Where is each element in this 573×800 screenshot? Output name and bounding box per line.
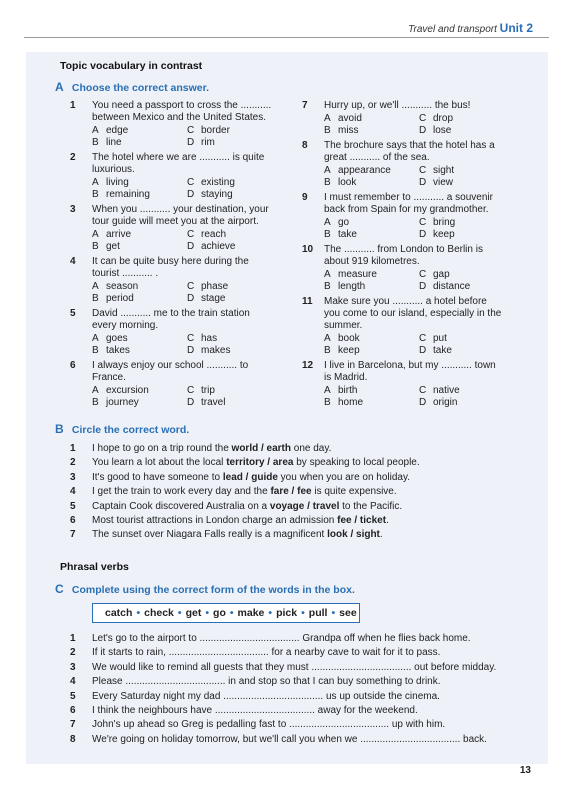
question-item: [302, 192, 514, 241]
answer-option-b[interactable]: [324, 345, 419, 357]
option-text: rim: [201, 137, 215, 148]
option-text: book: [338, 333, 360, 344]
option-letter: A: [92, 281, 99, 292]
option-letter: D: [419, 281, 427, 292]
answer-option-b[interactable]: [324, 177, 419, 189]
list-item: [70, 718, 496, 732]
sentence-start: Most tourist attractions in London charge an admission: [92, 515, 338, 527]
question-stem: The hotel where we are ........... is quite luxurious.: [92, 152, 265, 175]
list-item: [70, 471, 420, 485]
answer-option-b[interactable]: [92, 189, 187, 201]
option-text: measure: [338, 269, 377, 280]
question-item: [302, 140, 514, 189]
question-number: 8: [302, 140, 308, 151]
answer-options: [324, 269, 514, 293]
answer-option-c[interactable]: [187, 385, 282, 397]
answer-option-b[interactable]: [92, 293, 187, 305]
option-text: birth: [338, 385, 358, 396]
answer-option-b[interactable]: [324, 229, 419, 241]
option-letter: C: [187, 229, 195, 240]
list-item: [70, 661, 496, 675]
answer-option-a[interactable]: [92, 385, 187, 397]
option-letter: D: [187, 397, 195, 408]
option-text: gap: [433, 269, 450, 280]
answer-option-a[interactable]: [92, 125, 187, 137]
question-number: 5: [70, 308, 76, 319]
item-number: 7: [70, 719, 76, 731]
item-number: 4: [70, 676, 76, 688]
list-item: [70, 456, 420, 470]
section-b-letter: B: [55, 422, 64, 436]
separator-dot: •: [268, 607, 273, 619]
section-c-letter: C: [55, 582, 64, 596]
box-word: make: [237, 607, 265, 619]
unit-label: Unit 2: [499, 21, 533, 35]
option-text: staying: [201, 189, 233, 200]
answer-option-a[interactable]: [92, 177, 187, 189]
item-sentence[interactable]: We would like to remind all guests that they must .................................... out before midday.: [92, 661, 497, 673]
separator-dot: •: [229, 607, 234, 619]
option-letter: A: [92, 333, 99, 344]
option-letter: C: [419, 269, 427, 280]
answer-options: [92, 385, 282, 409]
sentence-end: to the Pacific.: [339, 500, 403, 512]
box-word: see: [339, 607, 357, 619]
separator-dot: •: [205, 607, 210, 619]
option-text: stage: [201, 293, 226, 304]
box-word: catch: [105, 607, 133, 619]
option-letter: B: [92, 189, 99, 200]
topic-title: Topic vocabulary in contrast: [60, 60, 203, 72]
question-item: [302, 244, 514, 293]
list-item: [70, 675, 496, 689]
item-sentence[interactable]: Every Saturday night my dad .................................... us up outside the cinema.: [92, 690, 440, 702]
answer-options: [92, 333, 282, 357]
answer-option-a[interactable]: [92, 229, 187, 241]
item-sentence[interactable]: Let's go to the airport to .................................... Grandpa off when he flies back home.: [92, 633, 471, 644]
option-text: achieve: [201, 241, 236, 252]
option-text: bring: [433, 217, 456, 228]
answer-option-d[interactable]: [419, 125, 514, 137]
option-text: miss: [338, 125, 359, 136]
answer-option-a[interactable]: [92, 281, 187, 293]
list-item: [70, 485, 420, 499]
sentence-end: is quite expensive.: [311, 486, 397, 498]
question-stem: Hurry up, or we'll ........... the bus!: [324, 100, 471, 111]
question-item: [70, 256, 282, 305]
item-number: 4: [70, 486, 76, 498]
option-text: put: [433, 333, 447, 344]
option-text: season: [106, 281, 139, 292]
answer-option-a[interactable]: [324, 217, 419, 229]
item-sentence: [92, 501, 402, 512]
option-letter: B: [92, 293, 99, 304]
option-text: makes: [201, 345, 231, 356]
separator-dot: •: [301, 607, 305, 619]
answer-options: [324, 385, 514, 409]
option-letter: C: [187, 281, 195, 292]
answer-options: [324, 113, 514, 137]
section-a-letter: A: [55, 80, 64, 94]
answer-option-d[interactable]: [419, 397, 514, 409]
option-letter: A: [324, 385, 331, 396]
answer-options: [324, 165, 514, 189]
answer-option-b[interactable]: [324, 125, 419, 137]
sentence-start: It's good to have someone to: [92, 471, 223, 483]
answer-option-a[interactable]: [324, 113, 419, 125]
question-number: 9: [302, 192, 308, 203]
option-letter: A: [92, 385, 99, 396]
section-c-instruction: Complete using the correct form of the words in the box.: [71, 584, 355, 596]
question-number: 1: [70, 100, 76, 111]
answer-option-c[interactable]: [419, 333, 514, 345]
option-letter: A: [92, 177, 99, 188]
question-item: [70, 204, 282, 253]
box-word: check: [144, 607, 174, 619]
option-letter: A: [92, 125, 99, 136]
question-number: 4: [70, 256, 76, 267]
box-word: pull: [308, 607, 328, 619]
sentence-end: by speaking to local people.: [293, 457, 420, 469]
option-text: avoid: [338, 113, 362, 124]
option-letter: B: [324, 229, 331, 240]
option-text: travel: [201, 397, 226, 408]
item-sentence: [92, 457, 420, 468]
answer-option-b[interactable]: [92, 397, 187, 409]
answer-option-c[interactable]: [419, 217, 514, 229]
option-letter: C: [187, 333, 195, 344]
word-choice[interactable]: fare / fee: [270, 486, 312, 498]
separator-dot: •: [136, 607, 141, 619]
item-sentence[interactable]: I think the neighbours have .................................... away for the weekend.: [92, 705, 418, 717]
answer-option-d[interactable]: [187, 137, 282, 149]
option-text: length: [338, 281, 366, 292]
option-text: home: [338, 397, 364, 408]
option-letter: C: [419, 113, 427, 124]
word-choice[interactable]: world / earth: [231, 443, 291, 454]
item-sentence[interactable]: We're going on holiday tomorrow, but we'll call you when we .................................... back.: [92, 733, 487, 745]
sentence-start: You learn a lot about the local: [92, 457, 227, 469]
box-word: pick: [276, 607, 298, 619]
sentence-start: Captain Cook discovered Australia on a: [92, 500, 270, 512]
option-letter: B: [324, 397, 331, 408]
box-word: go: [213, 607, 226, 619]
item-number: 6: [70, 515, 76, 527]
answer-option-a[interactable]: [324, 165, 419, 177]
item-sentence[interactable]: Please .................................... in and stop so that I can buy something to drink.: [92, 676, 441, 688]
option-text: phase: [201, 281, 229, 292]
option-letter: C: [187, 125, 195, 136]
section-a-heading: [55, 80, 209, 94]
option-text: native: [433, 385, 460, 396]
question-item: [302, 100, 514, 137]
question-stem: You need a passport to cross the ........... between Mexico and the United States.: [92, 100, 272, 123]
answer-options: [92, 125, 282, 149]
option-letter: B: [324, 177, 331, 188]
sentence-end: .: [386, 515, 389, 527]
answer-option-d[interactable]: [419, 177, 514, 189]
option-text: period: [106, 293, 134, 304]
answer-option-b[interactable]: [324, 397, 419, 409]
option-text: go: [338, 217, 350, 228]
section-a-instruction: Choose the correct answer.: [71, 82, 210, 94]
answer-option-c[interactable]: [187, 229, 282, 241]
page-number: 13: [519, 765, 531, 776]
option-letter: B: [92, 137, 99, 148]
question-stem: I live in Barcelona, but my ........... town is Madrid.: [324, 360, 496, 383]
answer-options: [92, 177, 282, 201]
word-choice[interactable]: look / sight: [327, 529, 380, 541]
option-letter: A: [324, 269, 331, 280]
question-stem: When you ........... your destination, your tour guide will meet you at the airport.: [92, 204, 269, 227]
section-b-instruction: Circle the correct word.: [71, 424, 190, 436]
sentence-end: .: [379, 529, 383, 541]
answer-options: [324, 217, 514, 241]
option-text: drop: [433, 113, 454, 124]
answer-option-d[interactable]: [187, 345, 282, 357]
question-number: 6: [70, 360, 76, 371]
option-letter: B: [92, 397, 99, 408]
item-number: 2: [70, 457, 76, 469]
option-letter: A: [324, 217, 331, 228]
option-text: lose: [433, 125, 452, 136]
question-stem: I must remember to ........... a souvenir back from Spain for my grandmother.: [324, 192, 493, 215]
question-item: [302, 296, 514, 357]
answer-option-d[interactable]: [187, 241, 282, 253]
answer-option-d[interactable]: [419, 229, 514, 241]
option-text: edge: [106, 125, 129, 136]
answer-option-b[interactable]: [324, 281, 419, 293]
option-letter: D: [187, 293, 195, 304]
item-sentence: [92, 529, 383, 540]
item-number: 3: [70, 661, 76, 673]
question-number: 2: [70, 152, 76, 163]
separator-dot: •: [331, 607, 336, 619]
option-letter: C: [419, 165, 427, 176]
option-text: view: [433, 177, 454, 188]
header-rule: [24, 37, 549, 38]
list-item: [70, 733, 496, 747]
answer-option-c[interactable]: [187, 125, 282, 137]
option-letter: D: [419, 229, 427, 240]
option-text: origin: [433, 397, 458, 408]
question-number: 7: [302, 100, 308, 111]
list-item: [70, 704, 496, 718]
option-letter: D: [419, 125, 427, 136]
answer-option-d[interactable]: [187, 293, 282, 305]
item-number: 3: [70, 471, 76, 483]
answer-option-d[interactable]: [187, 397, 282, 409]
option-text: border: [201, 125, 230, 136]
option-letter: B: [92, 345, 99, 356]
item-number: 1: [70, 443, 76, 454]
option-text: existing: [201, 177, 235, 188]
answer-option-c[interactable]: [419, 165, 514, 177]
option-text: line: [106, 137, 122, 148]
option-letter: D: [419, 177, 427, 188]
word-choice[interactable]: fee / ticket: [337, 515, 387, 527]
answer-option-a[interactable]: [92, 333, 187, 345]
question-item: [70, 360, 282, 409]
item-sentence: [92, 486, 397, 497]
item-number: 8: [70, 733, 76, 745]
answer-options: [92, 281, 282, 305]
option-letter: D: [187, 241, 195, 252]
question-stem: I always enjoy our school ........... to France.: [92, 360, 249, 383]
option-text: appearance: [338, 165, 391, 176]
option-letter: B: [324, 281, 331, 292]
item-number: 5: [70, 500, 76, 512]
item-sentence[interactable]: If it starts to rain, .................................... for a nearby cave to wait for it to pass.: [92, 647, 441, 659]
sentence-start: The sunset over Niagara Falls really is a magnificent: [92, 529, 328, 541]
item-number: 6: [70, 705, 76, 717]
section-c-heading: [55, 582, 355, 596]
answer-option-d[interactable]: [419, 281, 514, 293]
option-letter: A: [324, 113, 331, 124]
option-text: look: [338, 177, 357, 188]
answer-option-d[interactable]: [419, 345, 514, 357]
sentence-end: you when you are on holiday.: [277, 471, 411, 483]
answer-option-c[interactable]: [187, 177, 282, 189]
answer-option-c[interactable]: [187, 333, 282, 345]
sentence-start: I hope to go on a trip round the: [92, 443, 232, 454]
option-letter: D: [187, 345, 195, 356]
page-header: [0, 0, 573, 40]
answer-option-c[interactable]: [419, 113, 514, 125]
answer-option-c[interactable]: [187, 281, 282, 293]
item-sentence: [92, 472, 410, 483]
question-number: 12: [302, 360, 314, 371]
word-choice[interactable]: voyage / travel: [269, 500, 340, 512]
option-text: remaining: [106, 189, 150, 200]
answer-option-a[interactable]: [324, 385, 419, 397]
running-title: [408, 21, 533, 35]
item-sentence[interactable]: John's up ahead so Greg is pedalling fast to .................................... up with him.: [92, 719, 446, 731]
question-item: [70, 100, 282, 149]
option-text: sight: [433, 165, 455, 176]
item-sentence: [92, 515, 389, 526]
item-number: 2: [70, 647, 76, 659]
separator-dot: •: [177, 607, 182, 619]
section-c-list: [70, 632, 496, 747]
option-text: keep: [338, 345, 360, 356]
option-letter: B: [324, 125, 331, 136]
box-word: get: [185, 607, 202, 619]
question-stem: It can be quite busy here during the tourist ........... .: [92, 256, 249, 279]
question-stem: The brochure says that the hotel has a great ........... of the sea.: [324, 140, 495, 163]
option-text: excursion: [106, 385, 149, 396]
option-letter: C: [419, 333, 427, 344]
option-text: goes: [106, 333, 128, 344]
question-item: [302, 360, 514, 409]
option-letter: D: [419, 345, 427, 356]
question-number: 11: [302, 296, 313, 307]
sentence-end: one day.: [291, 443, 332, 454]
answer-option-b[interactable]: [92, 345, 187, 357]
answer-option-b[interactable]: [92, 241, 187, 253]
phrasal-title: Phrasal verbs: [60, 561, 129, 573]
option-letter: C: [187, 385, 195, 396]
option-letter: D: [419, 397, 427, 408]
answer-option-c[interactable]: [419, 269, 514, 281]
list-item: [70, 528, 420, 542]
option-text: arrive: [106, 229, 132, 240]
option-letter: C: [187, 177, 195, 188]
running-title-prefix: Travel and transport: [408, 24, 497, 35]
item-number: 5: [70, 690, 76, 702]
list-item: [70, 646, 496, 660]
item-number: 1: [70, 633, 76, 644]
option-letter: C: [419, 385, 427, 396]
option-letter: D: [187, 137, 195, 148]
answer-options: [92, 229, 282, 253]
section-b-heading: [55, 422, 189, 436]
item-sentence: [92, 443, 331, 454]
question-item: [70, 152, 282, 201]
option-letter: B: [324, 345, 331, 356]
option-text: reach: [201, 229, 227, 240]
question-stem: David ........... me to the train station every morning.: [92, 308, 250, 331]
question-stem: Make sure you ........... a hotel before you come to our island, especially in the summer.: [324, 296, 502, 331]
answer-option-b[interactable]: [92, 137, 187, 149]
sentence-start: I get the train to work every day and the: [92, 486, 271, 498]
option-text: get: [106, 241, 120, 252]
word-choice[interactable]: lead / guide: [222, 471, 278, 483]
option-letter: B: [92, 241, 99, 252]
option-text: living: [106, 177, 129, 188]
question-number: 10: [302, 244, 314, 255]
answer-option-a[interactable]: [324, 269, 419, 281]
item-number: 7: [70, 529, 76, 541]
question-number: 3: [70, 204, 76, 215]
list-item: [70, 690, 496, 704]
option-text: journey: [106, 397, 139, 408]
option-text: take: [433, 345, 452, 356]
list-item: [70, 500, 420, 514]
option-text: trip: [201, 385, 215, 396]
word-box: [92, 603, 360, 623]
answer-option-d[interactable]: [187, 189, 282, 201]
question-stem: The ........... from London to Berlin is about 919 kilometres.: [324, 244, 483, 267]
option-letter: A: [92, 229, 99, 240]
list-item: [70, 632, 496, 646]
option-letter: D: [187, 189, 195, 200]
answer-option-c[interactable]: [419, 385, 514, 397]
list-item: [70, 442, 420, 456]
option-text: keep: [433, 229, 455, 240]
word-choice[interactable]: territory / area: [226, 457, 294, 469]
option-letter: C: [419, 217, 427, 228]
option-text: take: [338, 229, 357, 240]
answer-option-a[interactable]: [324, 333, 419, 345]
option-letter: A: [324, 333, 331, 344]
question-item: [70, 308, 282, 357]
section-b-list: [70, 442, 420, 543]
list-item: [70, 514, 420, 528]
option-text: has: [201, 333, 218, 344]
option-text: distance: [433, 281, 471, 292]
option-letter: A: [324, 165, 331, 176]
option-text: takes: [106, 345, 130, 356]
answer-options: [324, 333, 514, 357]
